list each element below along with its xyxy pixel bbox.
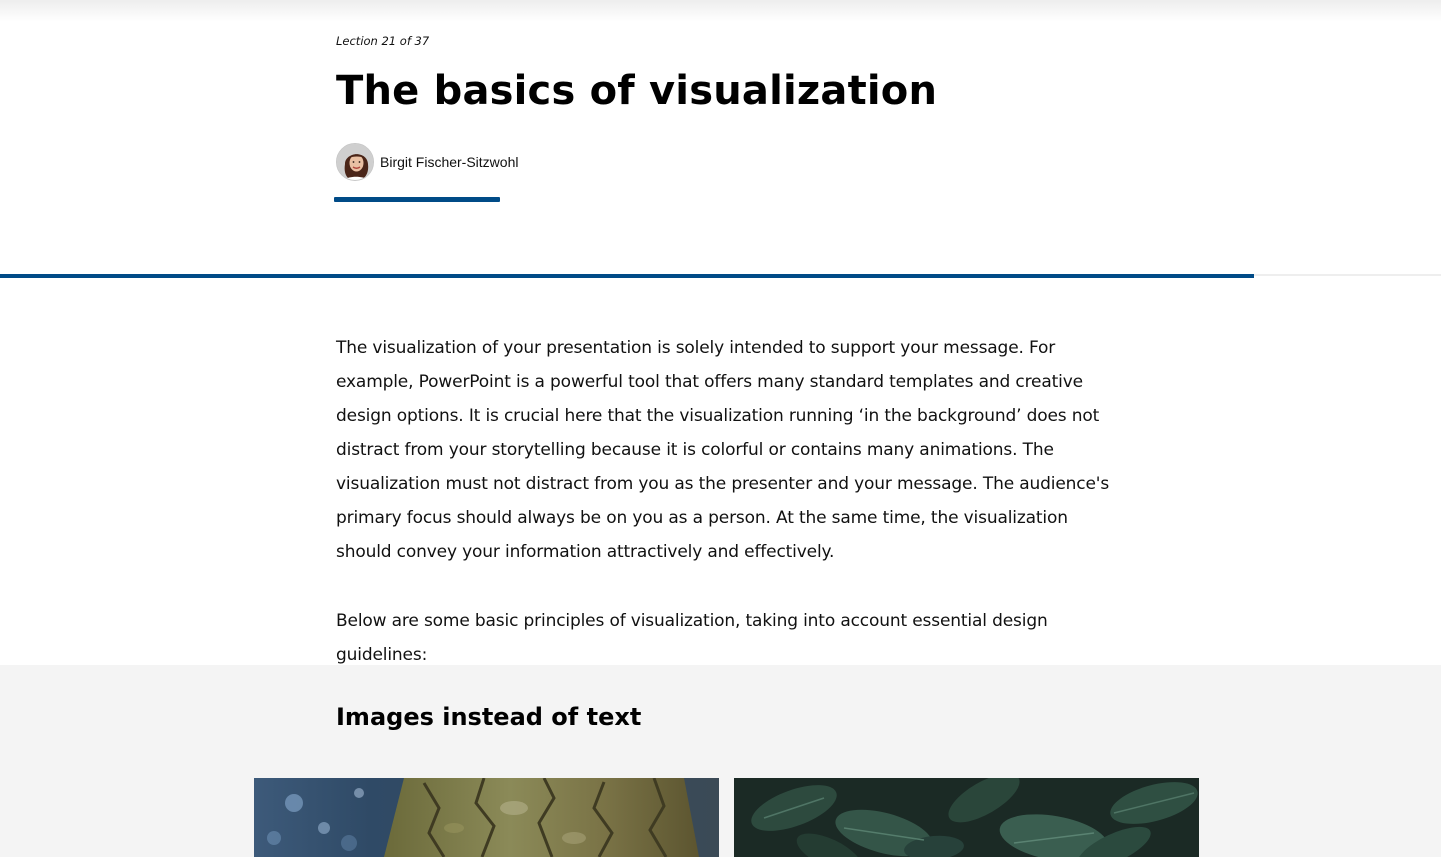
page-title: The basics of visualization (336, 68, 938, 114)
lesson-counter: Lection 21 of 37 (336, 34, 430, 48)
author-info[interactable] (336, 143, 518, 181)
green-leaves-image (734, 778, 1199, 857)
avatar (336, 143, 374, 181)
intro-paragraph: The visualization of your presentation is solely intended to support your message. For example, PowerPoint is a powerful tool that offers many standard templates and creative design options. It is crucial here that the visualization running ‘in the background’ does not distract from your storytelling because it is colorful or contains many animations. The visualization must not distract from you as the presenter and your message. The audience's primary focus should always be on you as a person. At the same time, the visualization should convey your information attractively and effectively. (336, 338, 1110, 562)
section-title: Images instead of text (336, 703, 642, 731)
tree-bark-image (254, 778, 719, 857)
lesson-content (336, 331, 1126, 672)
images-section (0, 665, 1441, 857)
title-accent-bar (334, 197, 500, 202)
progress-bar (0, 274, 1254, 278)
author-name[interactable]: Birgit Fischer-Sitzwohl (380, 154, 519, 170)
author-avatar-icon (337, 144, 374, 181)
principles-intro-paragraph: Below are some basic principles of visualization, taking into account essential design guidelines: (336, 611, 1048, 665)
top-shadow (0, 0, 1441, 22)
